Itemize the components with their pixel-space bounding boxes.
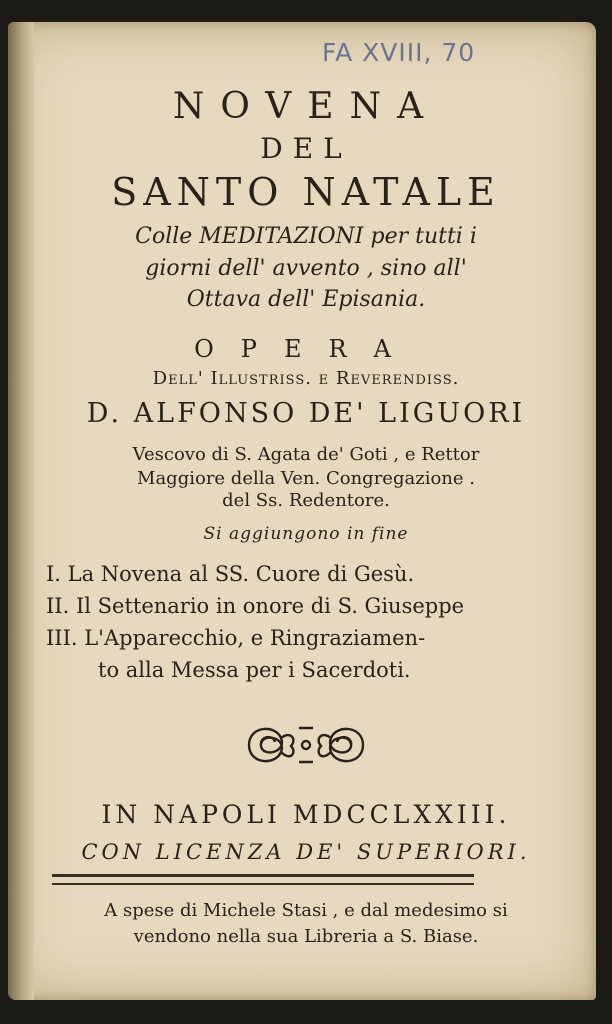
imprint-line: IN NAPOLI MDCCLXXIII.	[101, 800, 511, 829]
author-role-line-1: Vescovo di S. Agata de' Goti , e Rettor	[132, 444, 480, 465]
title-line-1: NOVENA	[172, 86, 440, 127]
subtitle-line-3: Ottava dell' Episania.	[186, 287, 426, 312]
shelfmark: FA XVIII, 70	[322, 38, 476, 67]
appendix-item: III. L'Apparecchio, e Ringraziamen-	[46, 626, 426, 650]
author-name: D. ALFONSO DE' LIGUORI	[86, 398, 526, 429]
appendix-item: II. Il Settenario in onore di S. Giuseppe	[46, 594, 465, 618]
subtitle-line-2: giorni dell' avvento , sino all'	[145, 256, 467, 281]
author-role-line-2: Maggiore della Ven. Congregazione .	[137, 468, 475, 489]
opera-heading: OPERA	[194, 335, 418, 363]
appendix-item: to alla Messa per i Sacerdoti.	[98, 658, 411, 682]
appendix-intro: Si aggiungono in fine	[203, 524, 409, 544]
publisher-line-2: vendono nella sua Libreria a S. Biase.	[133, 926, 479, 947]
divider-rule	[52, 874, 474, 877]
dedication-line: Dell' Illustriss. e Reverendiss.	[152, 368, 460, 389]
license-line: CON LICENZA DE' SUPERIORI.	[81, 840, 531, 864]
divider-rule	[52, 883, 474, 885]
publisher-line-1: A spese di Michele Stasi , e dal medesimo si	[104, 900, 508, 921]
title-line-3: SANTO NATALE	[111, 170, 501, 214]
author-role-line-3: del Ss. Redentore.	[222, 490, 390, 511]
title-line-2: DEL	[260, 132, 352, 165]
ornament-icon	[0, 716, 612, 778]
appendix-item: I. La Novena al SS. Cuore di Gesù.	[46, 562, 415, 586]
subtitle-line-1: Colle MEDITAZIONI per tutti i	[135, 224, 477, 249]
